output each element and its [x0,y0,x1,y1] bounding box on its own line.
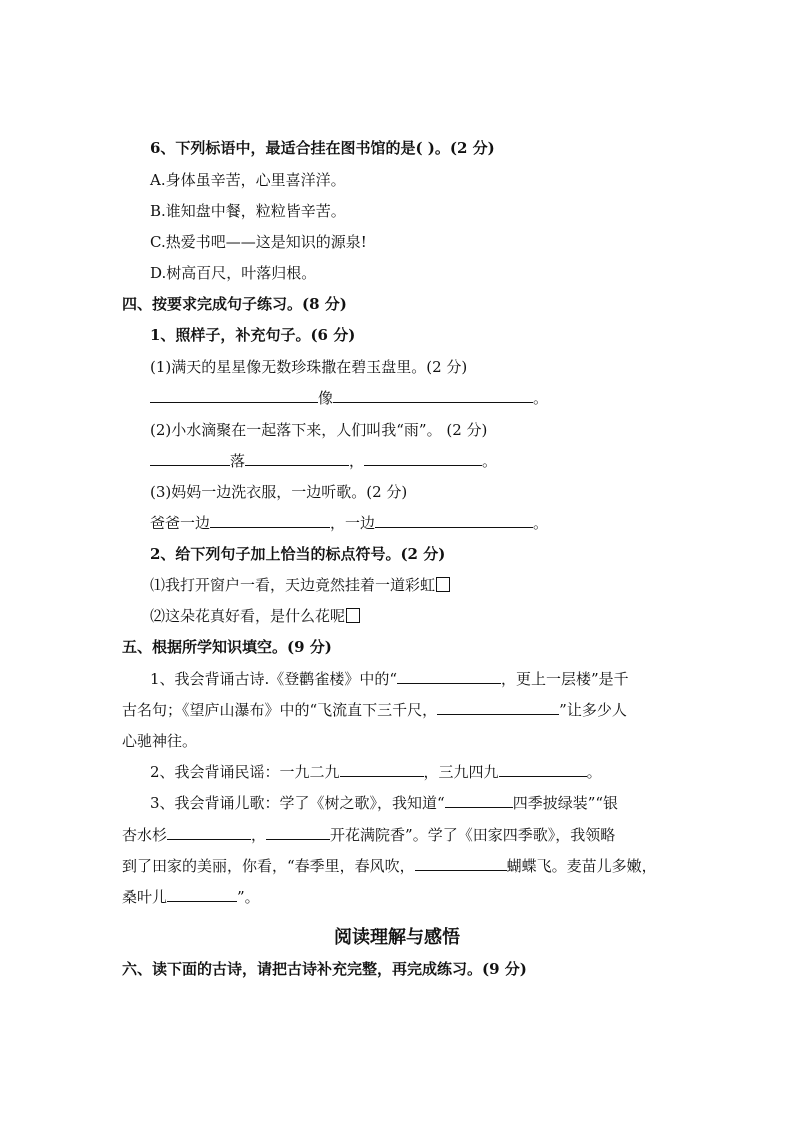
item-3-line-1 [150,793,618,813]
text: 到了田家的美丽，你看，“春季里，春风吹， [122,857,415,875]
item-1-line-2 [122,700,627,720]
text: ，更上一层楼”是千 [500,670,629,688]
item-1-line-3: 心驰神往。 [122,732,198,750]
answer-line-3 [150,513,548,533]
blank[interactable] [150,388,318,403]
blank[interactable] [415,856,507,871]
blank[interactable] [364,451,482,466]
punct: 。 [533,389,549,407]
blank[interactable] [437,700,559,715]
reading-heading: 阅读理解与感悟 [334,927,460,948]
text: 2、我会背诵民谣：一九二九 [150,763,340,781]
text: 古名句；《望庐山瀑布》中的“飞流直下三千尺， [122,701,438,719]
blank[interactable] [397,669,501,684]
text: 桑叶儿 [122,888,168,906]
blank[interactable] [245,451,349,466]
fill-word: 落 [230,452,246,470]
answer-line-1 [150,388,548,408]
example-1: (1)满天的星星像无数珍珠撒在碧玉盘里。(2 分) [150,358,468,376]
blank[interactable] [499,762,587,777]
punctuation-line-2 [150,606,360,626]
blank[interactable] [333,388,533,403]
text: ”。 [237,888,260,906]
example-2: (2)小水滴聚在一起落下来，人们叫我“雨”。 (2 分) [150,421,488,439]
text: ，三九四九 [423,763,499,781]
punct: 。 [482,452,498,470]
punctuation-line-1 [150,575,450,595]
item-2 [150,762,602,782]
fill-word: 像 [318,389,334,407]
answer-box[interactable] [436,577,450,592]
part-1-title: 1、照样子，补充句子。(6 分) [150,326,356,344]
text: 四季披绿装”“银 [512,794,619,812]
answer-box[interactable] [346,608,360,623]
sentence: ⑵这朵花真好看，是什么花呢 [150,607,346,625]
section-4-title: 四、按要求完成句子练习。(8 分) [122,295,347,313]
blank[interactable] [210,513,330,528]
item-3-line-4 [122,887,260,907]
example-3: (3)妈妈一边洗衣服，一边听歌。(2 分) [150,483,408,501]
fill-word: ，一边 [330,514,376,532]
text: 开花满院香”。学了《田家四季歌》，我领略 [330,826,616,844]
option-d: D.树高百尺，叶落归根。 [150,264,317,282]
sentence: ⑴我打开窗户一看，天边竟然挂着一道彩虹 [150,576,436,594]
item-3-line-2 [122,825,615,845]
item-1-line-1 [150,669,629,689]
option-a: A.身体虽辛苦，心里喜洋洋。 [150,171,346,189]
blank[interactable] [150,451,230,466]
text: ”让多少人 [559,701,627,719]
text: 蝴蝶飞。麦苗儿多嫩， [506,857,657,875]
answer-line-2 [150,451,497,471]
section-5-title: 五、根据所学知识填空。(9 分) [122,638,332,656]
item-3-line-3 [122,856,657,876]
fill-word: 爸爸一边 [150,514,211,532]
blank[interactable] [167,887,237,902]
blank[interactable] [340,762,424,777]
punct: ， [349,452,365,470]
blank[interactable] [445,793,513,808]
text: ， [251,826,267,844]
option-b: B.谁知盘中餐，粒粒皆辛苦。 [150,202,346,220]
question-6-title: 6、下列标语中，最适合挂在图书馆的是( )。(2 分) [150,139,495,157]
text: 3、我会背诵儿歌：学了《树之歌》，我知道“ [150,794,445,812]
blank[interactable] [375,513,533,528]
blank[interactable] [266,825,330,840]
text: 1、我会背诵古诗.《登鹳雀楼》中的“ [150,670,397,688]
text: 。 [586,763,602,781]
section-6-title: 六、读下面的古诗，请把古诗补充完整，再完成练习。(9 分) [122,960,527,978]
punct: 。 [533,514,549,532]
blank[interactable] [167,825,251,840]
text: 杏水杉 [122,826,168,844]
option-c: C.热爱书吧——这是知识的源泉! [150,233,367,251]
part-2-title: 2、给下列句子加上恰当的标点符号。(2 分) [150,545,446,563]
